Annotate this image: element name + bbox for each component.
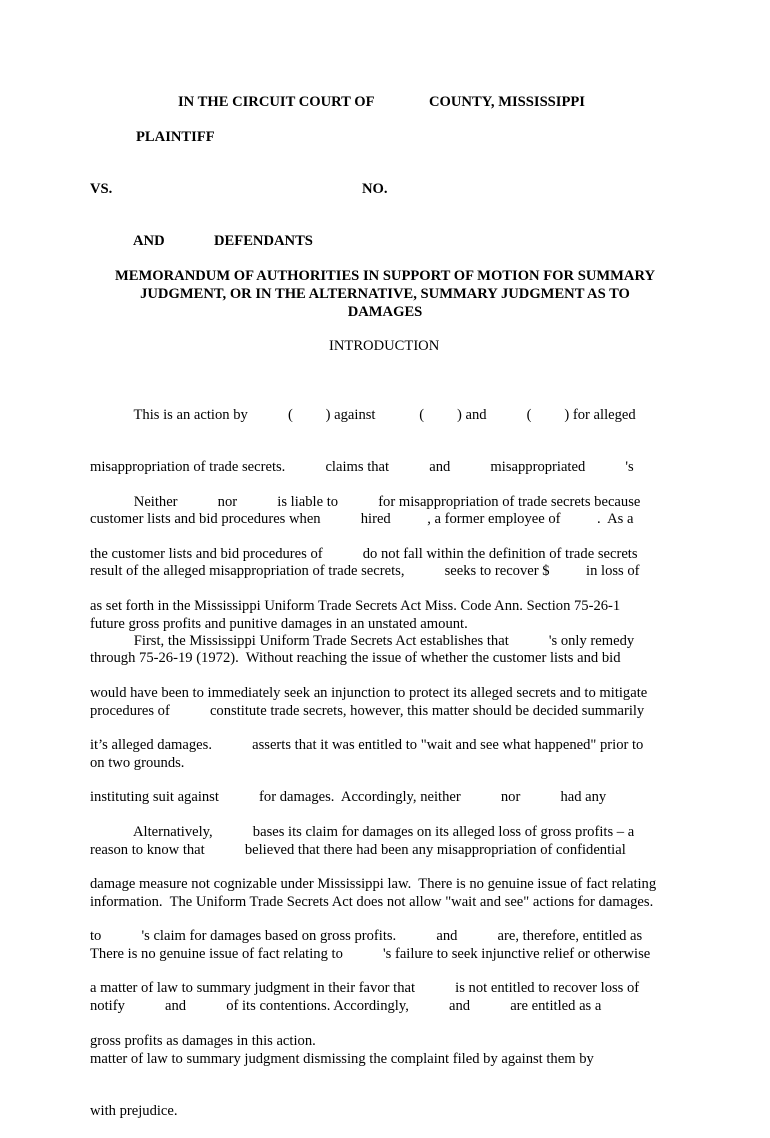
document-title (90, 267, 680, 321)
paragraph-line: the customer lists and bid procedures of do not fall within the definition of trade secrets (90, 546, 638, 563)
paragraph-line: with prejudice. (90, 1102, 178, 1119)
paragraph-line: customer lists and bid procedures when hired , a former employee of . As a (90, 511, 634, 528)
case-number-label: NO. (362, 181, 388, 197)
paragraph-line: future gross profits and punitive damages in an unstated amount. (90, 615, 468, 632)
county-state: COUNTY, MISSISSIPPI (429, 94, 585, 110)
paragraph-line: result of the alleged misappropriation of trade secrets, seeks to recover $ in loss of (90, 563, 640, 580)
paragraph-line: gross profits as damages in this action. (90, 1032, 316, 1049)
court-name-prefix: IN THE CIRCUIT COURT OF (178, 94, 375, 110)
paragraph-line: reason to know that believed that there had been any misappropriation of confidential (90, 841, 626, 858)
paragraph-line: it’s alleged damages. asserts that it was entitled to "wait and see what happened" prior to (90, 737, 644, 754)
paragraph-line: notify and of its contentions. Accordingly, and are entitled as a (90, 998, 602, 1015)
paragraph-line: Neither nor is liable to for misappropriation of trade secrets because (90, 493, 641, 510)
paragraph-line: a matter of law to summary judgment in their favor that is not entitled to recover loss of (90, 980, 640, 997)
defendants-label: DEFENDANTS (214, 233, 313, 249)
title-line-1: MEMORANDUM OF AUTHORITIES IN SUPPORT OF MOTION FOR SUMMARY (114, 268, 656, 284)
section-heading-introduction: INTRODUCTION (329, 338, 440, 354)
paragraph-line: procedures of constitute trade secrets, however, this matter should be decided summarily (90, 702, 645, 719)
paragraph-line: on two grounds. (90, 754, 185, 771)
paragraph-line: There is no genuine issue of fact relating to 's failure to seek injunctive relief or otherwise (90, 946, 651, 963)
paragraph-line: This is an action by ( ) against ( ) and ( ) for alleged (90, 406, 636, 423)
paragraph-line: would have been to immediately seek an injunction to protect its alleged secrets and to mitigate (90, 685, 648, 702)
paragraph-line: information. The Uniform Trade Secrets Act does not allow "wait and see" actions for damages. (90, 893, 654, 910)
paragraph-line: as set forth in the Mississippi Uniform Trade Secrets Act Miss. Code Ann. Section 75-26-1 (90, 598, 621, 615)
versus-label: VS. (90, 181, 113, 197)
paragraph-line: First, the Mississippi Uniform Trade Secrets Act establishes that 's only remedy (90, 632, 635, 649)
paragraph-line: misappropriation of trade secrets. claims that and misappropriated 's (90, 459, 634, 476)
paragraph-line: through 75-26-19 (1972). Without reaching the issue of whether the customer lists and bid (90, 650, 621, 667)
title-line-2: JUDGMENT, OR IN THE ALTERNATIVE, SUMMARY JUDGMENT AS TO (140, 286, 630, 302)
paragraph-line: to 's claim for damages based on gross profits. and are, therefore, entitled as (90, 928, 643, 945)
paragraph-line: instituting suit against for damages. Accordingly, neither nor had any (90, 789, 607, 806)
and-label: AND (133, 233, 165, 249)
paragraph-line: damage measure not cognizable under Mississippi law. There is no genuine issue of fact relating (90, 876, 657, 893)
paragraph-line: Alternatively, bases its claim for damages on its alleged loss of gross profits – a (90, 823, 635, 840)
title-line-3: DAMAGES (347, 304, 423, 320)
paragraph-line: matter of law to summary judgment dismissing the complaint filed by against them by (90, 1050, 594, 1067)
plaintiff-label: PLAINTIFF (136, 129, 215, 145)
paragraph-4 (90, 789, 656, 1068)
